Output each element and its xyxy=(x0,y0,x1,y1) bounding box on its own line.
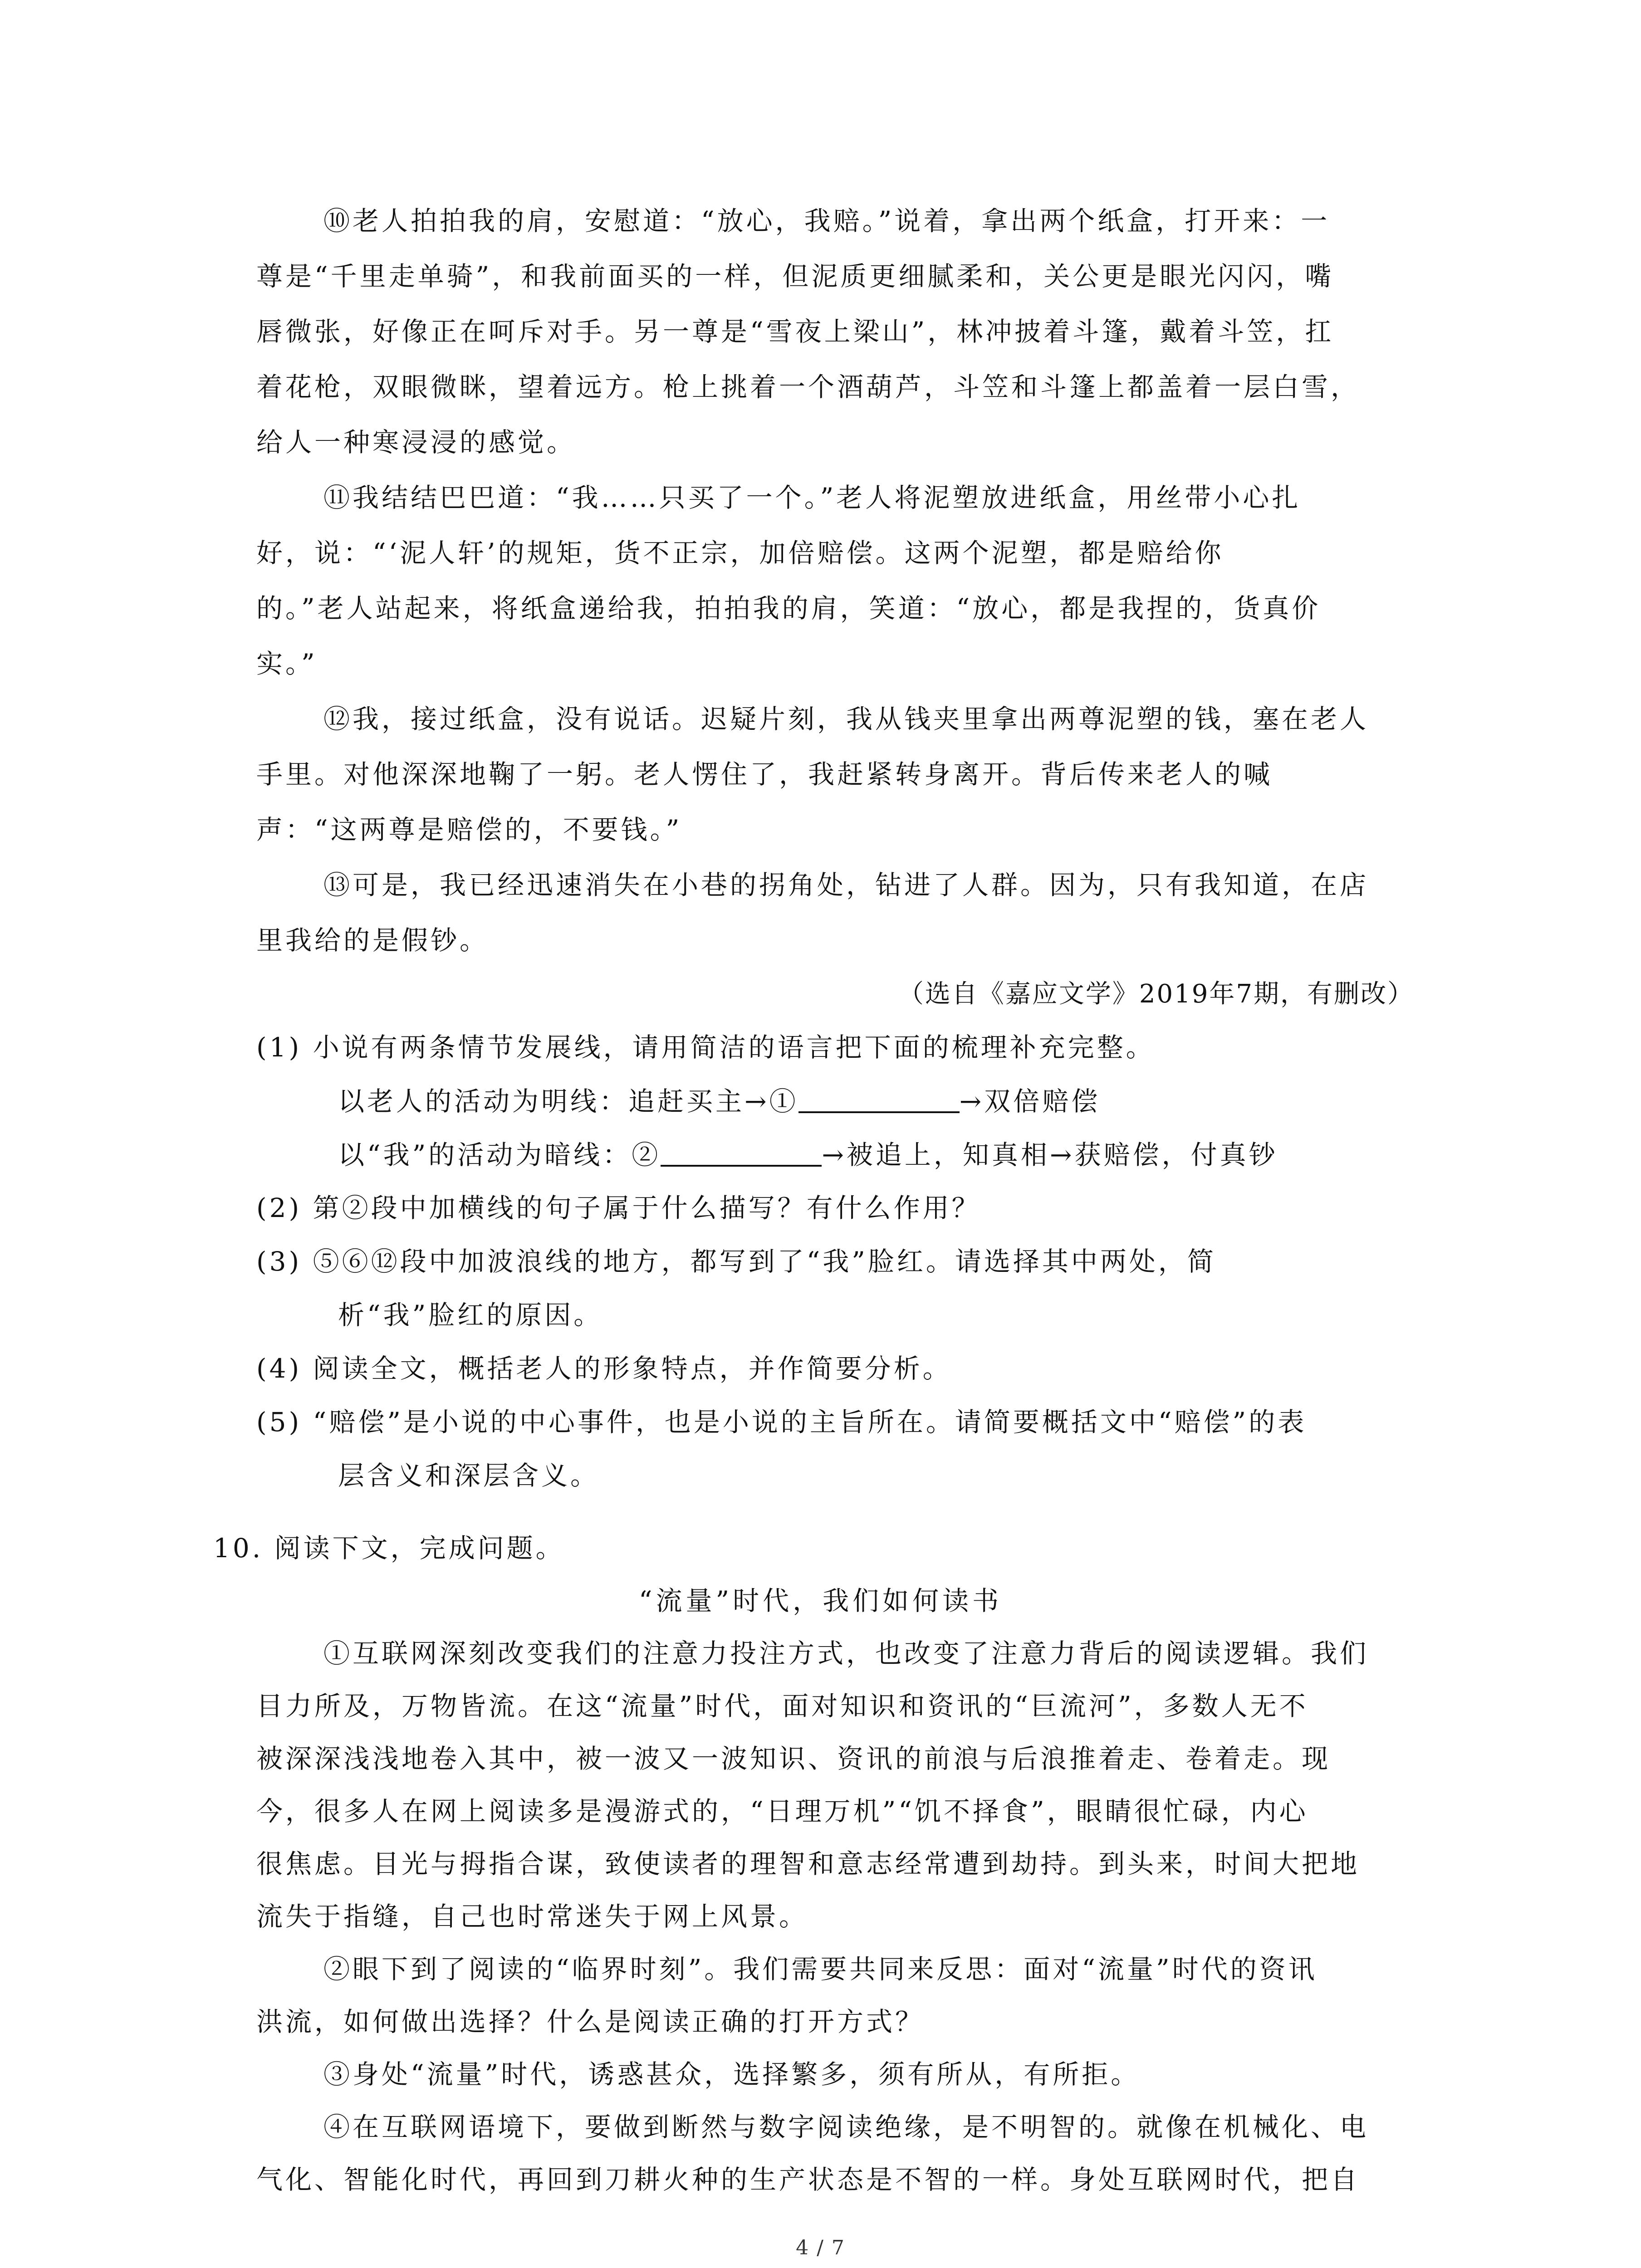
question-2: (2) 第②段中加横线的句子属于什么描写？有什么作用？ xyxy=(256,1193,981,1223)
article-line: 气化、智能化时代，再回到刀耕火种的生产状态是不智的一样。身处互联网时代，把自 xyxy=(256,2164,1360,2195)
story-line: 唇微张，好像正在呵斥对手。另一尊是“雪夜上梁山”，林冲披着斗篷，戴着斗笠，扛 xyxy=(256,316,1334,347)
question-1: (1) 小说有两条情节发展线，请用简洁的语言把下面的梳理补充完整。 xyxy=(256,1032,1155,1063)
question-1-line-2 xyxy=(338,1141,1278,1168)
question-5: (5) “赔偿”是小说的中心事件，也是小说的主旨所在。请简要概括文中“赔偿”的表 xyxy=(256,1407,1307,1437)
article-line: 洪流，如何做出选择？什么是阅读正确的打开方式？ xyxy=(256,2006,925,2037)
story-line: 着花枪，双眼微眯，望着远方。枪上挑着一个酒葫芦，斗笠和斗篷上都盖着一层白雪， xyxy=(256,371,1360,402)
story-line: ⑫我，接过纸盒，没有说话。迟疑片刻，我从钱夹里拿出两尊泥塑的钱，塞在老人 xyxy=(323,704,1369,734)
story-line: 尊是“千里走单骑”，和我前面买的一样，但泥质更细腻柔和，关公更是眼光闪闪，嘴 xyxy=(256,261,1334,292)
question-10-heading: 10. 阅读下文，完成问题。 xyxy=(213,1533,565,1564)
question-1-line-2-suffix: →被追上，知真相→获赔偿，付真钞 xyxy=(822,1139,1278,1170)
story-line: ⑬可是，我已经迅速消失在小巷的拐角处，钻进了人群。因为，只有我知道，在店 xyxy=(323,870,1369,900)
article-line: ①互联网深刻改变我们的注意力投注方式，也改变了注意力背后的阅读逻辑。我们 xyxy=(323,1638,1369,1669)
article-line: 目力所及，万物皆流。在这“流量”时代，面对知识和资讯的“巨流河”，多数人无不 xyxy=(256,1691,1308,1721)
story-line: ⑪我结结巴巴道：“我……只买了一个。”老人将泥塑放进纸盒，用丝带小心扎 xyxy=(323,482,1301,513)
question-1-line-1-suffix: →双倍赔偿 xyxy=(959,1086,1101,1117)
story-line: 的。”老人站起来，将纸盒递给我，拍拍我的肩，笑道：“放心，都是我捏的，货真价 xyxy=(256,593,1321,624)
article-line: 被深深浅浅地卷入其中，被一波又一波知识、资讯的前浪与后浪推着走、卷着走。现 xyxy=(256,1743,1331,1774)
story-line: 里我给的是假钞。 xyxy=(256,925,489,956)
story-line: 声：“这两尊是赔偿的，不要钱。” xyxy=(256,814,682,845)
page-number: 4 / 7 xyxy=(796,2236,845,2259)
source-citation: （选自《嘉应文学》2019年7期，有删改） xyxy=(898,979,1414,1009)
article-line: ③身处“流量”时代，诱惑甚众，选择繁多，须有所从，有所拒。 xyxy=(323,2059,1140,2090)
article-line: 流失于指缝，自己也时常迷失于网上风景。 xyxy=(256,1901,808,1932)
question-1-line-2-prefix: 以“我”的活动为暗线：② xyxy=(338,1139,661,1170)
story-line: ⑩老人拍拍我的肩，安慰道：“放心，我赔。”说着，拿出两个纸盒，打开来：一 xyxy=(323,205,1330,236)
question-5-cont: 层含义和深层含义。 xyxy=(338,1460,600,1491)
question-1-line-1-prefix: 以老人的活动为明线：追赶买主→① xyxy=(338,1086,798,1117)
story-line: 实。” xyxy=(256,648,318,679)
story-line: 给人一种寒浸浸的感觉。 xyxy=(256,427,576,458)
answer-blank-2[interactable] xyxy=(661,1141,822,1167)
article-line: ②眼下到了阅读的“临界时刻”。我们需要共同来反思：面对“流量”时代的资讯 xyxy=(323,1954,1318,1984)
article-title: “流量”时代，我们如何读书 xyxy=(638,1585,1003,1616)
story-line: 手里。对他深深地鞠了一躬。老人愣住了，我赶紧转身离开。背后传来老人的喊 xyxy=(256,759,1273,790)
question-3-cont: 析“我”脸红的原因。 xyxy=(338,1300,603,1330)
question-1-line-1 xyxy=(338,1086,1101,1117)
story-line: 好，说：“‘泥人轩’的规矩，货不正宗，加倍赔偿。这两个泥塑，都是赔给你 xyxy=(256,538,1224,568)
article-line: 今，很多人在网上阅读多是漫游式的，“日理万机”“饥不择食”，眼睛很忙碌，内心 xyxy=(256,1796,1308,1827)
question-3: (3) ⑤⑥⑫段中加波浪线的地方，都写到了“我”脸红。请选择其中两处，简 xyxy=(256,1246,1216,1277)
article-line: ④在互联网语境下，要做到断然与数字阅读绝缘，是不明智的。就像在机械化、电 xyxy=(323,2112,1369,2142)
question-4: (4) 阅读全文，概括老人的形象特点，并作简要分析。 xyxy=(256,1353,952,1384)
answer-blank-1[interactable] xyxy=(798,1088,960,1113)
article-line: 很焦虑。目光与拇指合谋，致使读者的理智和意志经常遭到劫持。到头来，时间大把地 xyxy=(256,1848,1360,1879)
